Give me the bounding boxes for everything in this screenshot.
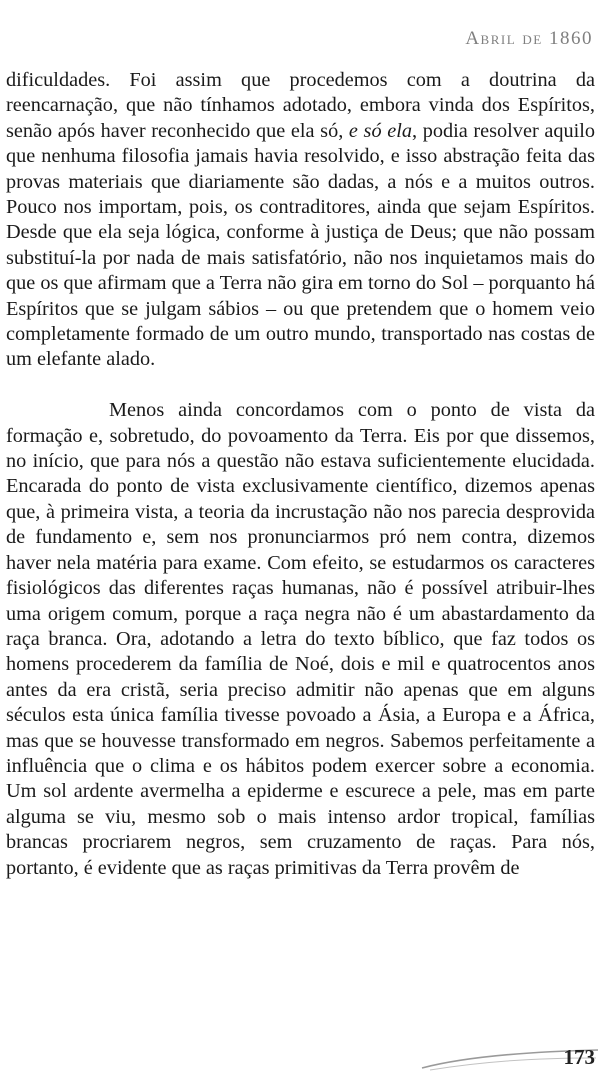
paragraph-text-end: , podia resolver aquilo que nenhuma filosofia jamais havia resolvido, e isso abstração feita das provas materiais que diariamente são dadas, a nós e a muitos outros. Pouco nos importam, pois, os contraditores, ainda que sejam Espíritos. Desde que ela seja lógica, conforme à justiça de Deus; que não possam substituí-la por nada de mais satisfatório, não nos inquietamos mais do que os que afirmam que a Terra não gira em torno do Sol – porquanto há Espíritos que se julgam sábios – ou que pretendem que o homem veio completamente formado de um outro mundo, transportado nas costas de um elefante alado. — [6, 119, 596, 371]
running-header: Abril de 1860 — [465, 28, 593, 49]
italic-emphasis: e só ela — [348, 119, 412, 142]
paragraph-reincarnation — [6, 68, 595, 373]
paragraph-text-start: dificuldades. Foi assim que procedemos com a doutrina da reencarnação, que não tínhamos adotado, embora vinda dos Espíritos, senão após haver reconhecido que ela só, — [6, 69, 595, 142]
page-body — [6, 68, 595, 881]
page-number: 173 — [563, 1045, 595, 1069]
paragraph-population: Menos ainda concordamos com o ponto de vista da formação e, sobretudo, do povoamento da Terra. Eis por que dissemos, no início, que para nós a questão não estava suficientemente elucidada. Encarada do ponto de vista exclusivamente científico, dizemos apenas que, à primeira vista, a teoria da incrustação não nos parecia desprovida de fundamento e, sem nos pronunciarmos pró nem contra, dizemos haver nela matéria para exame. Com efeito, se estudarmos os caracteres fisiológicos das diferentes raças humanas, não é possível atribuir-lhes uma origem comum, porque a raça negra não é um abastardamento da raça branca. Ora, adotando a letra do texto bíblico, que faz todos os homens procederem da família de Noé, dois e mil e quatrocentos anos antes da era cristã, seria preciso admitir não apenas que em alguns séculos esta única família tivesse povoado a Ásia, a Europa e a África, mas que se houvesse transformado em negros. Sabemos perfeitamente a influência que o clima e os hábitos podem exercer sobre a economia. Um sol ardente avermelha a epiderme e escurece a pele, mas em parte alguma se viu, mesmo sob o mais intenso ardor tropical, famílias brancas procriarem negros, sem cruzamento de raças. Para nós, portanto, é evidente que as raças primitivas da Terra provêm de — [6, 399, 595, 879]
